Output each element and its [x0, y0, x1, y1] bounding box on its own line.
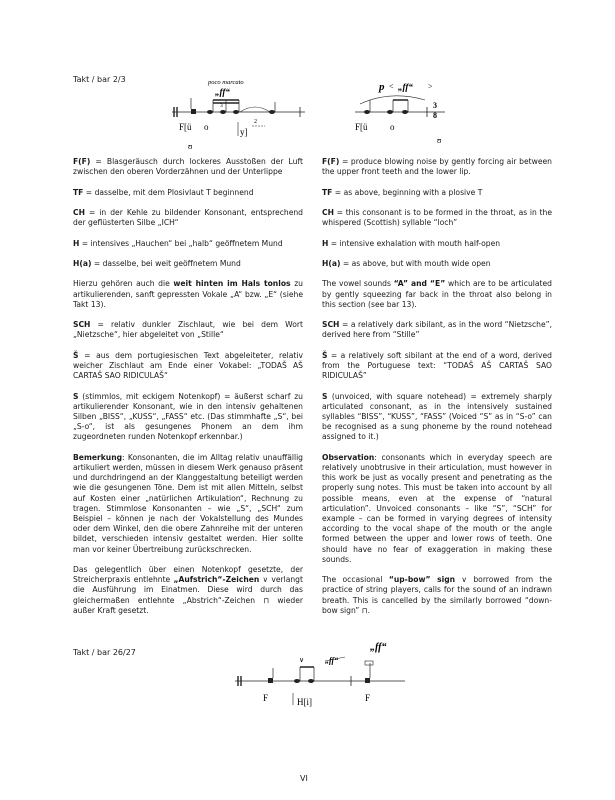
paragraph-ha-de: H(a) = dasselbe, bei weit geöffnetem Mund [73, 258, 241, 268]
paragraph-sch-de: SCH = relativ dunkler Zischlaut, wie bei dem Wort „Nietzsche“, hier abgeleitet von „Stille“ [73, 320, 303, 340]
paragraph-bow-en: The occasional “up-bow” sign ∨ borrowed from the practice of string players, calls for the sound of an indrawn breath. This is cancelled by the similarly borrowed “down-bow sign” ⊓. [322, 575, 553, 615]
takt-label-bottom: Takt / bar 26/27 [73, 648, 136, 657]
note-head [269, 110, 275, 114]
note-head-square [365, 678, 370, 683]
paragraph-ha-en: H(a) = as above, but with mouth wide open [322, 258, 491, 268]
upbow-sign: ∨ [299, 656, 305, 664]
paragraph-h-de: H = intensives „Hauchen“ bei „halb“ geöffnetem Mund [73, 238, 283, 248]
music-excerpt-right [345, 76, 455, 146]
english-column [322, 157, 552, 626]
hairpin-number: 2 [254, 119, 257, 125]
crescendo-mark: < [389, 82, 394, 91]
tuplet-number: 3 [220, 103, 223, 109]
decrescendo-mark: > [428, 82, 433, 91]
dynamic-ff-bottom-2: „ff“ [325, 656, 339, 665]
dynamic-p: p [379, 81, 385, 93]
lyric-o-right: o [390, 122, 395, 132]
takt-label-top: Takt / bar 2/3 [73, 75, 126, 84]
note-head-square [191, 109, 196, 114]
paragraph-ch-en: CH = this consonant is to be formed in the throat, as in the whispered (Scottish) syllable “loch” [322, 207, 552, 228]
time-sig-bottom: 8 [433, 111, 437, 120]
paragraph-remark-de: Bemerkung: Konsonanten, die im Alltag relativ unauffällig artikuliert werden, müssen in diesem Werk genauso präsent und durchdringend an der Klanggestaltung beteiligt werden wie die gesungenen Töne. Dem ist mit allen Mitteln, selbst auf Kosten einer „natürlichen Artikulation“, Rechnung zu tragen. Stimmlose Konsonanten – wie „S“, „SCH“ zum Beispiel – können je nach der Vokalstellung des Mundes oder dem Winkel, den die obere Zahnreihe mit der unteren bildet, verschieden intensiv gestaltet werden. Hier sollte man vor keiner Übertreibung zurückschrecken. [73, 452, 303, 554]
lyric-f-right: F[ü [355, 122, 368, 132]
music-excerpt-left [170, 76, 305, 154]
lyric-y: y] [240, 127, 248, 137]
paragraph-s-caron-en: Š = a relatively soft sibilant at the end of a word, derived from the Portuguese text: “TODAŠ AŠ CARTAŠ SAO RIDICULAŠ” [322, 350, 552, 381]
paragraph-ff-en: F(F) = produce blowing noise by gently forcing air between the upper front teeth and the lower lip. [322, 157, 552, 177]
german-column [73, 157, 303, 626]
time-sig-top: 3 [433, 101, 437, 110]
paragraph-bow-de: Das gelegentlich über einen Notenkopf gesetzte, der Streicherpraxis entlehnte „Aufstrich“-Zeichen ∨ verlangt die Ausführung im Einatmen. Diese wird durch das gleichermaßen entlehnte „Abstrich“-Zeichen ⊓ wieder außer Kraft gesetzt. [73, 564, 303, 615]
dynamic-ff-bottom-1: „ff“ [370, 642, 387, 653]
paragraph-s-de: S (stimmlos, mit eckigem Notenkopf) = äußerst scharf zu artikulierender Konsonant, wie in den intensiv gehaltenen Silben „BISS“, „KUSS“, „FASS“ etc. (Das stimmhafte „S“, bei „S-o“, ist als gesungenes Phonem an dem ihm zugeordneten runden Notenkopf erkennbar.) [73, 391, 303, 442]
note-head [233, 110, 239, 114]
dynamic-ff-right: „ff“ [398, 82, 413, 92]
paragraph-ch-de: CH = in der Kehle zu bildender Konsonant, entsprechend der geflüsterten Silbe „ICH“ [73, 207, 303, 228]
breath-mark: ʊ [437, 136, 442, 145]
note-head [220, 110, 226, 114]
paragraph-s-caron-de: Š = aus dem portugiesischen Text abgeleiteter, relativ weicher Zischlaut am Ende einer Vokabel: „TODAŠ AŠ CARTAŠ SAO RIDICULAŠ“ [73, 350, 303, 381]
paragraph-vowels-en: The vowel sounds “A” and “E” which are to be articulated by gently squeezing far back in the throat also belong in this section (see bar 13). [322, 279, 552, 309]
paragraph-tf-de: TF = dasselbe, mit dem Plosivlaut T beginnend [73, 187, 254, 197]
paragraph-ff-de: F(F) = Blasgeräusch durch lockeres Ausstoßen der Luft zwischen den oberen Vorderzähnen und der Unterlippe [73, 157, 303, 177]
downbow-sign [365, 661, 373, 665]
note-head [364, 110, 370, 114]
paragraph-observation-en: Observation: consonants which in everyday speech are relatively unobtrusive in their articulation, must however in this work be just as vocally present and penetrating as the properly sung notes. This must be taken into account by all possible means, even at the expense of “natural articulation”. Unvoiced consonants – like “S”, “SCH” for example – can be formed in varying degrees of intensity according to the vocal shape of the mouth or the angle formed between the upper and lower rows of teeth. One should have no fear of exaggeration in making these sounds. [322, 452, 552, 564]
breath-mark: ʊ [188, 142, 193, 151]
paragraph-vowels-de: Hierzu gehören auch die weit hinten im Hals tonlos zu artikulierenden, sanft gepressten Vokale „A“ bzw. „E“ (siehe Takt 13). [73, 279, 303, 309]
lyric-o: o [204, 122, 209, 132]
note-head-square [268, 678, 273, 683]
note-head [294, 679, 300, 683]
music-excerpt-bottom [235, 635, 405, 713]
paragraph-h-en: H = intensive exhalation with mouth half-open [322, 238, 501, 248]
lyric-f-bottom-2: F [365, 693, 371, 703]
marking-poco-marcato: poco marcato [208, 79, 244, 86]
note-head [402, 110, 408, 114]
page-number: VI [300, 774, 308, 783]
note-head [308, 679, 314, 683]
paragraph-tf-en: TF = as above, beginning with a plosive T [322, 187, 483, 197]
lyric-f-bottom: F [263, 693, 269, 703]
note-head [207, 110, 213, 114]
note-head [387, 110, 393, 114]
dynamic-ff-left: „ff“ [215, 87, 230, 97]
paragraph-s-en: S (unvoiced, with square notehead) = extremely sharply articulated consonant, as in the intensively sustained syllables “BISS”, “KUSS”, “FASS” (Voiced “S” as in “S-o” can be recognised as a sung phoneme by the round notehead assigned to it.) [322, 391, 552, 442]
paragraph-sch-en: SCH = a relatively dark sibilant, as in the word “Nietzsche”, derived here from “Stille” [322, 320, 552, 340]
lyric-h-bottom: H[i] [297, 697, 312, 707]
lyric-f: F[ü [179, 122, 192, 132]
